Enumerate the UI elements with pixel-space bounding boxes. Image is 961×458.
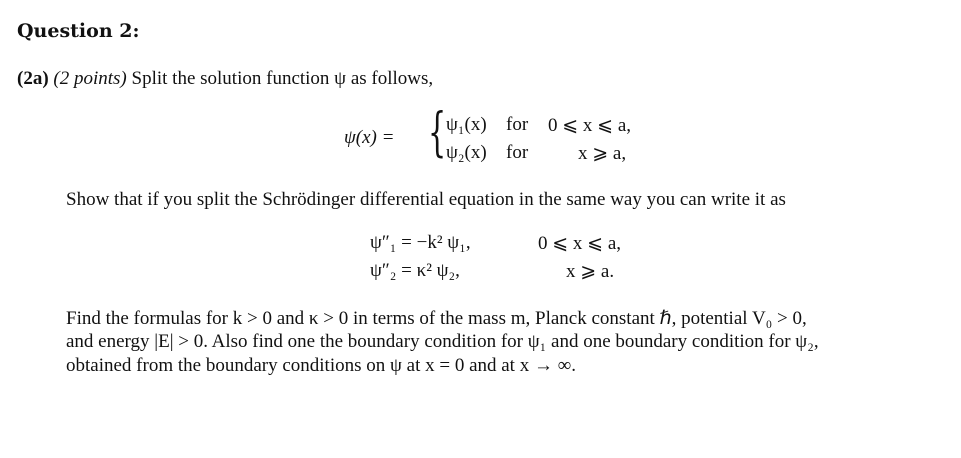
show-text: Show that if you split the Schrödinger differential equation in the same way you can write it as [66,189,786,210]
question-title: Question 2: [17,20,140,42]
case1-for: for [506,114,529,135]
equation-1: ψ″₁ = −k² ψ₁, [370,232,471,253]
find-text-line-1: Find the formulas for k > 0 and κ > 0 in terms of the mass m, Planck constant ℏ, potential V₀ > 0, [66,308,807,329]
case1-condition: 0 ⩽ x ⩽ a, [548,115,632,136]
intro-text: Split the solution function ψ as follows, [131,68,434,89]
part-intro-line [17,68,433,90]
equation-1-condition: 0 ⩽ x ⩽ a, [538,233,622,254]
left-brace: { [428,103,447,163]
case2-condition: x ⩾ a, [578,143,627,164]
find-text-line-2: and energy |E| > 0. Also find one the boundary condition for ψ₁ and one boundary condition for ψ₂, [66,331,819,352]
equation-2: ψ″₂ = κ² ψ₂, [370,260,460,281]
equation-2-condition: x ⩾ a. [566,261,615,282]
points-label: (2 points) [53,68,127,89]
case2-for: for [506,142,529,163]
case1-func: ψ₁(x) [446,114,487,135]
part-label: (2a) [17,68,49,89]
find-text-line-3: obtained from the boundary conditions on ψ at x = 0 and at x → ∞. [66,355,577,376]
case2-func: ψ₂(x) [446,142,487,163]
piecewise-lhs: ψ(x) = [344,127,395,148]
